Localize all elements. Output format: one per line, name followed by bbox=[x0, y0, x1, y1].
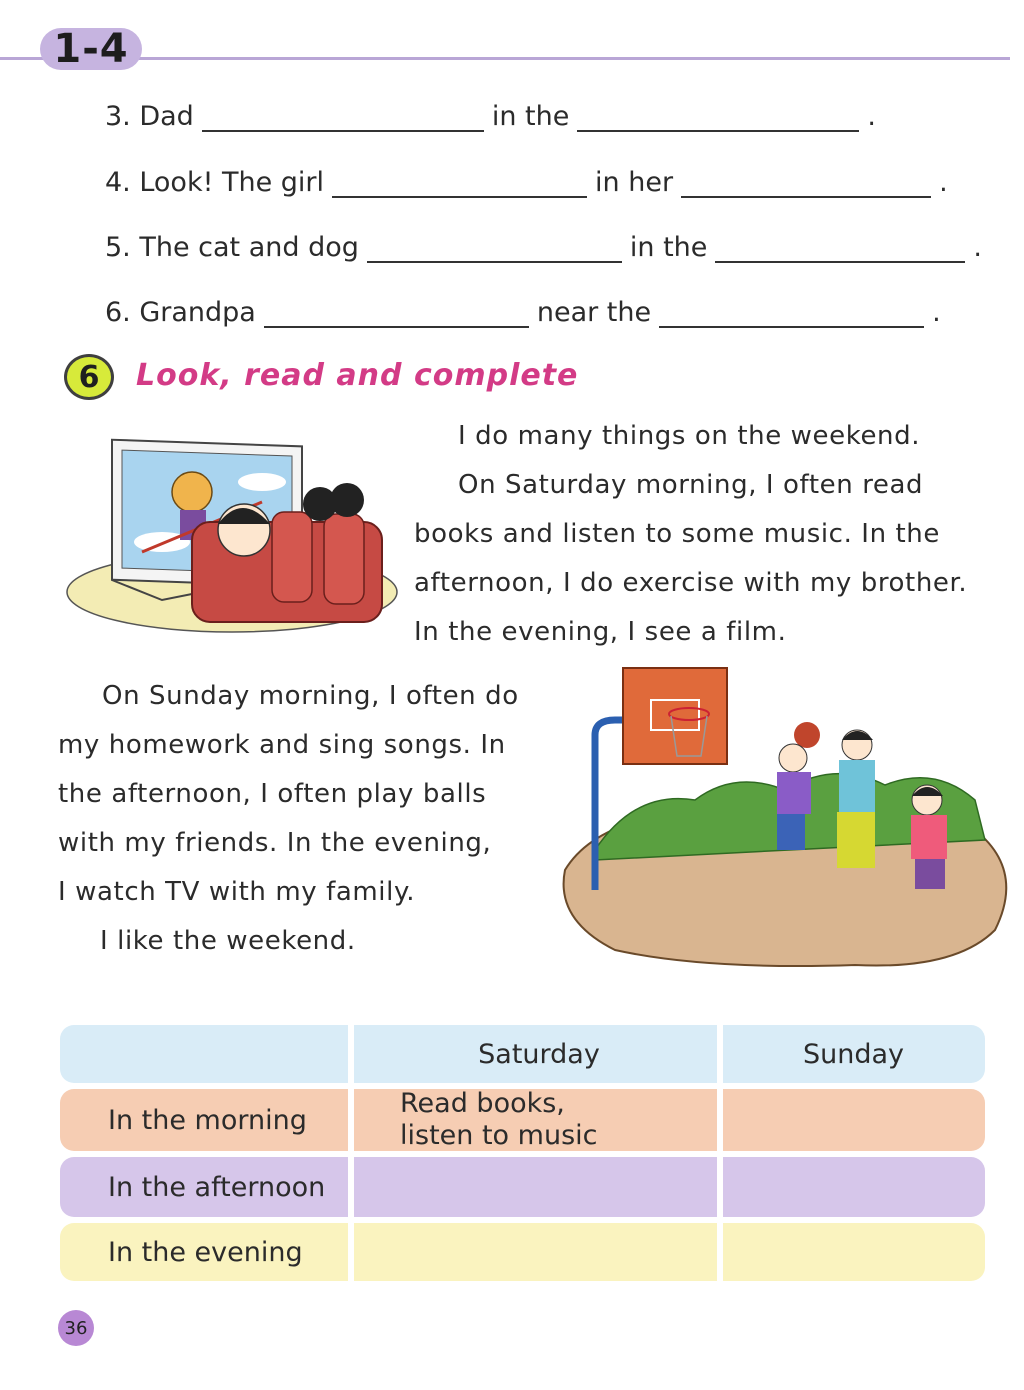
page-number: 36 bbox=[58, 1310, 94, 1346]
answer-blank[interactable] bbox=[577, 100, 859, 132]
exercise-prompt: 5. The cat and dog bbox=[105, 232, 359, 263]
cell-saturday-afternoon[interactable] bbox=[356, 1157, 722, 1217]
table-column-divider bbox=[717, 1025, 723, 1281]
exercise-connector: in her bbox=[595, 167, 674, 198]
exercise-prompt: 4. Look! The girl bbox=[105, 167, 325, 198]
exercise-connector: in the bbox=[629, 232, 708, 263]
paragraph1-line: afternoon, I do exercise with my brother. bbox=[414, 568, 968, 598]
exercise-line-4 bbox=[105, 158, 948, 198]
cell-text: listen to music bbox=[400, 1120, 598, 1151]
paragraph1-line: books and listen to some music. In the bbox=[414, 519, 940, 549]
row-label-evening: In the evening bbox=[108, 1236, 303, 1268]
exercise-connector: in the bbox=[491, 101, 570, 132]
section-number-badge: 6 bbox=[64, 354, 114, 400]
answer-blank[interactable] bbox=[332, 166, 587, 198]
paragraph2-line: the afternoon, I often play balls bbox=[58, 779, 487, 809]
header-rule bbox=[0, 57, 1010, 60]
section-title: Look, read and complete bbox=[136, 358, 579, 393]
exercise-line-5 bbox=[105, 223, 982, 263]
paragraph2-line: my homework and sing songs. In bbox=[58, 730, 506, 760]
header-saturday: Saturday bbox=[478, 1038, 600, 1070]
exercise-prompt: 6. Grandpa bbox=[105, 297, 256, 328]
answer-blank[interactable] bbox=[367, 231, 622, 263]
tv-watching-illustration bbox=[62, 432, 398, 642]
answer-blank[interactable] bbox=[715, 231, 965, 263]
cell-saturday-morning[interactable] bbox=[400, 1089, 720, 1151]
answer-blank[interactable] bbox=[202, 100, 484, 132]
cell-saturday-evening[interactable] bbox=[356, 1223, 722, 1281]
exercise-prompt: 3. Dad bbox=[105, 101, 194, 132]
paragraph1-line: In the evening, I see a film. bbox=[414, 617, 787, 647]
header-sunday: Sunday bbox=[802, 1038, 905, 1070]
answer-blank[interactable] bbox=[264, 296, 529, 328]
unit-badge: 1-4 bbox=[40, 28, 142, 70]
paragraph2-line: On Sunday morning, I often do bbox=[102, 681, 519, 711]
cell-text: Read books, bbox=[400, 1088, 565, 1119]
answer-blank[interactable] bbox=[681, 166, 931, 198]
exercise-end: . bbox=[973, 232, 982, 263]
paragraph1-line: I do many things on the weekend. bbox=[458, 421, 921, 451]
paragraph2-line: I like the weekend. bbox=[100, 926, 356, 956]
exercise-connector: near the bbox=[536, 297, 652, 328]
table-column-divider bbox=[348, 1025, 354, 1281]
exercise-line-3 bbox=[105, 92, 876, 132]
cell-sunday-afternoon[interactable] bbox=[722, 1157, 985, 1217]
exercise-end: . bbox=[939, 167, 948, 198]
cell-sunday-evening[interactable] bbox=[722, 1223, 985, 1281]
basketball-illustration bbox=[555, 660, 1017, 980]
cell-sunday-morning[interactable] bbox=[722, 1089, 985, 1151]
paragraph2-line: with my friends. In the evening, bbox=[58, 828, 492, 858]
row-label-morning: In the morning bbox=[108, 1104, 307, 1136]
row-label-afternoon: In the afternoon bbox=[108, 1171, 326, 1203]
exercise-end: . bbox=[867, 101, 876, 132]
exercise-line-6 bbox=[105, 288, 941, 328]
paragraph1-line: On Saturday morning, I often read bbox=[458, 470, 924, 500]
answer-blank[interactable] bbox=[659, 296, 924, 328]
paragraph2-line: I watch TV with my family. bbox=[58, 877, 416, 907]
exercise-end: . bbox=[932, 297, 941, 328]
